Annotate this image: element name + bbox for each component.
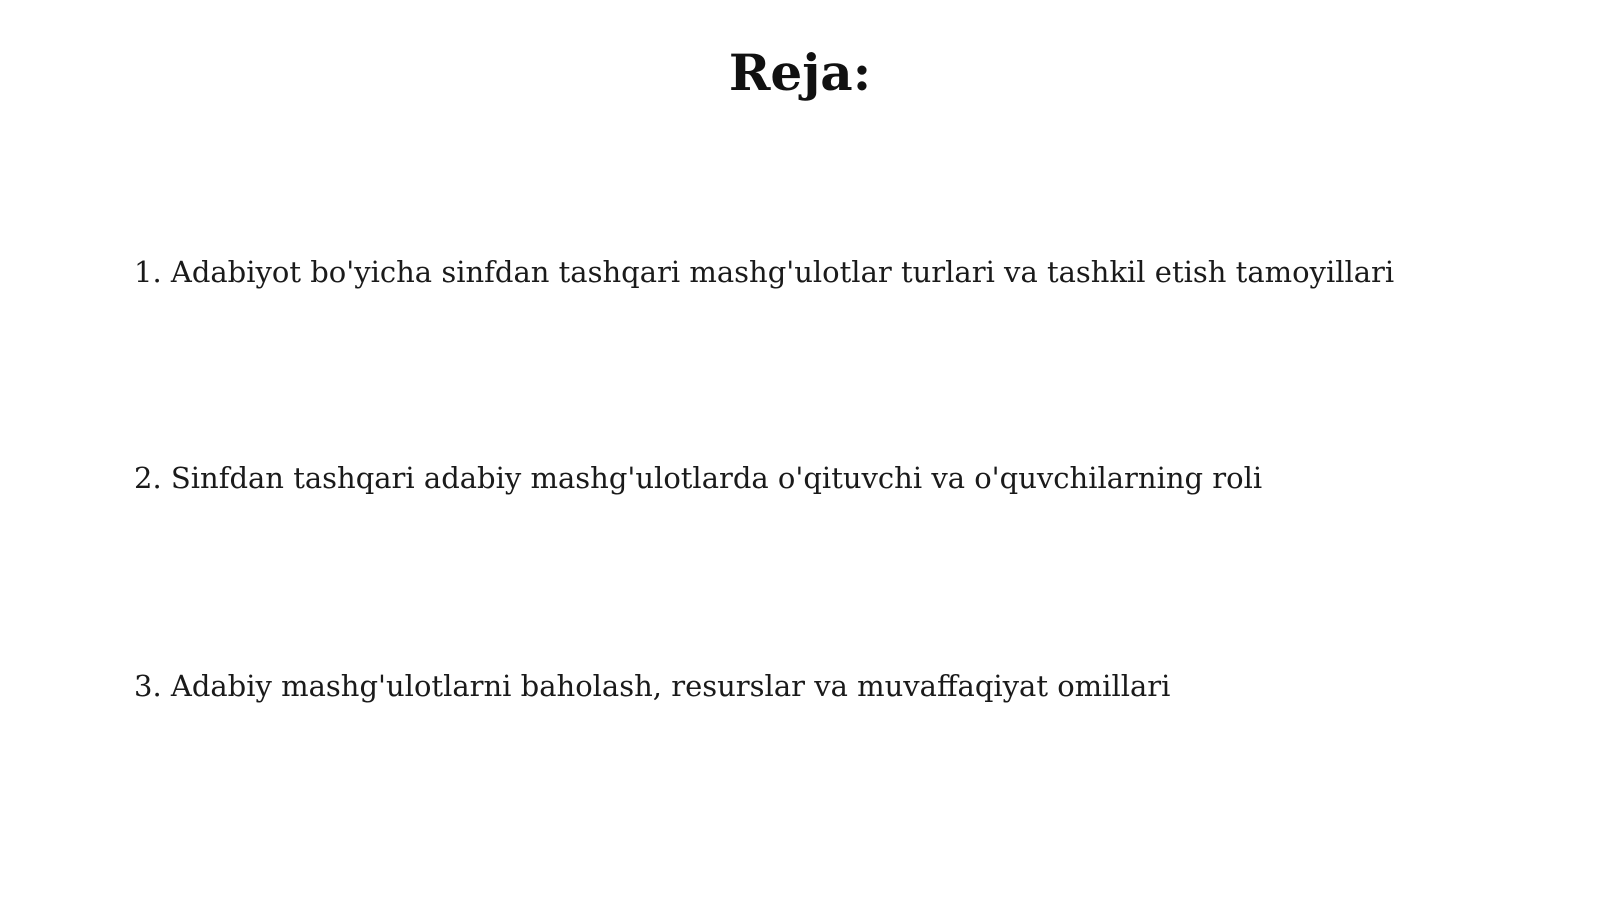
slide-title: Reja: <box>728 43 872 102</box>
plan-item-1: 1. Adabiyot bo'yicha sinfdan tashqari mashg'ulotlar turlari va tashkil etish tamoyillari <box>134 255 1395 289</box>
plan-item-2: 2. Sinfdan tashqari adabiy mashg'ulotlarda o'qituvchi va o'quvchilarning roli <box>134 461 1263 495</box>
plan-item-3: 3. Adabiy mashg'ulotlarni baholash, resurslar va muvaffaqiyat omillari <box>134 669 1171 703</box>
